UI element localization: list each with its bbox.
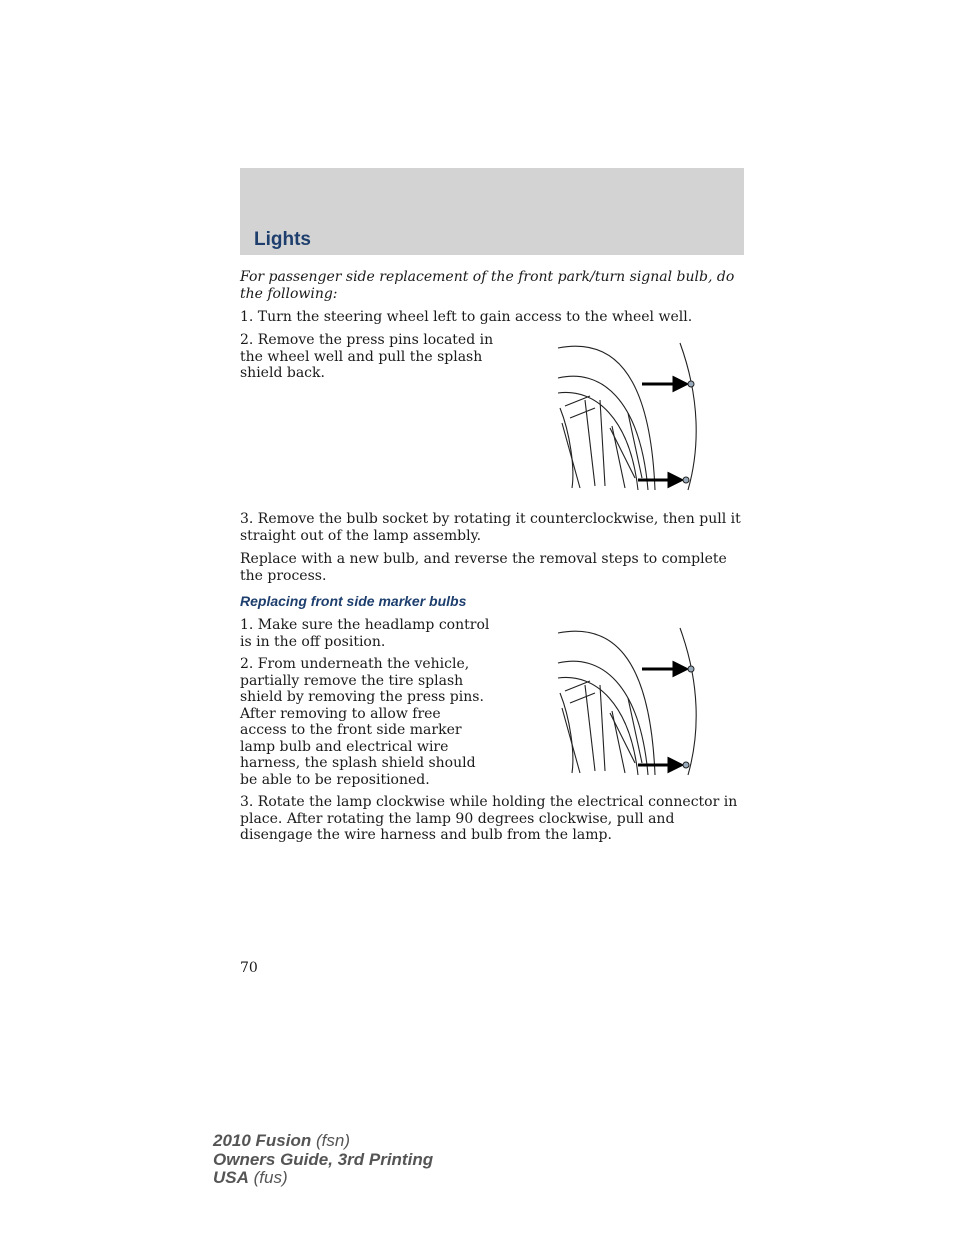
press-pin-icon	[683, 477, 689, 483]
arrow-icon	[642, 663, 686, 675]
press-pin-icon	[688, 381, 694, 387]
footer	[213, 1132, 433, 1188]
intro-text: For passenger side replacement of the front park/turn signal bulb, do the following:	[240, 269, 735, 302]
marker-step-1-text: 1. Make sure the headlamp control is in the off position.	[240, 617, 490, 650]
step-2-text: 2. Remove the press pins located in the wheel well and pull the splash shield back.	[240, 332, 494, 381]
replace-text: Replace with a new bulb, and reverse the removal steps to complete the process.	[240, 551, 727, 584]
wheel-well-illustration-1	[550, 338, 710, 493]
arrow-icon	[642, 378, 686, 390]
footer-market-code: (fus)	[253, 1168, 288, 1187]
marker-step-3-text: 3. Rotate the lamp clockwise while holding the electrical connector in place. After rotating the lamp 90 degrees clockwise, pull and disengage the wire harness and bulb from the lamp.	[240, 794, 738, 843]
footer-guide: Owners Guide, 3rd Printing	[213, 1149, 434, 1169]
press-pin-icon	[683, 762, 689, 768]
page-number: 70	[240, 960, 258, 976]
press-pin-icon	[688, 666, 694, 672]
footer-model-code: (fsn)	[316, 1131, 350, 1150]
arrow-icon	[638, 474, 681, 486]
wheel-well-illustration-2	[550, 623, 710, 778]
section-header	[240, 168, 744, 255]
arrow-icon	[638, 759, 681, 771]
step-1-text: 1. Turn the steering wheel left to gain access to the wheel well.	[240, 309, 693, 325]
subsection-heading: Replacing front side marker bulbs	[240, 593, 467, 609]
section-title: Lights	[254, 229, 311, 250]
step-3-text: 3. Remove the bulb socket by rotating it counterclockwise, then pull it straight out of the lamp assembly.	[240, 511, 741, 544]
marker-step-2-text: 2. From underneath the vehicle, partially remove the tire splash shield by removing the press pins. After removing to allow free access to the front side marker lamp bulb and electrical wire harness, the splash shield should be able to be repositioned.	[240, 656, 484, 788]
footer-market: USA	[213, 1168, 249, 1187]
footer-model: 2010 Fusion	[213, 1131, 312, 1150]
